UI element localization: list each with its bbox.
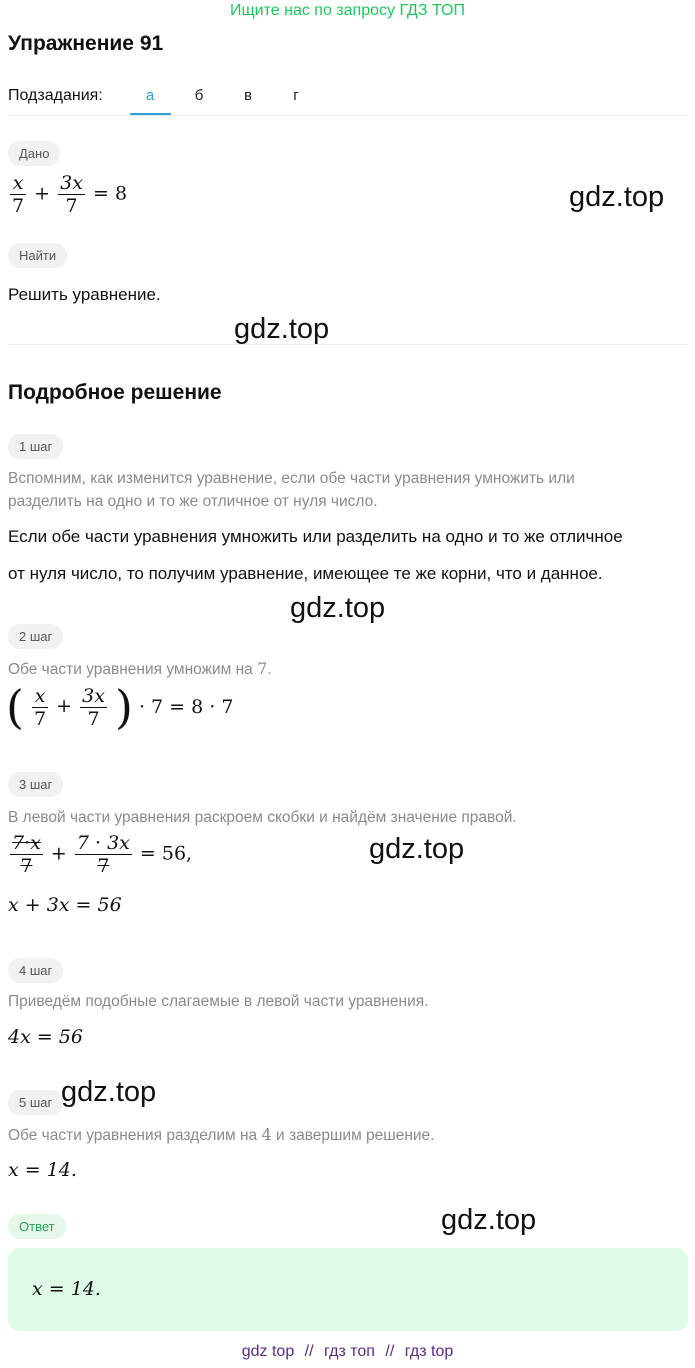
fraction: $\frac{7 \cdot 3x}{7}$	[76, 832, 130, 877]
fraction: $\frac{3x}{7}$	[82, 684, 105, 730]
step-2-equation: ( $\frac{x}{7}$ + $\frac{3x}{7}$ ) · 7 = 8 · 7	[6, 680, 234, 734]
find-chip	[8, 243, 67, 268]
given-chip-label: Дано	[8, 141, 60, 166]
watermark: gdz.top	[369, 833, 465, 865]
answer-chip-label: Ответ	[8, 1214, 66, 1239]
find-text: Решить уравнение.	[8, 285, 161, 304]
step-chip-label: 2 шаг	[8, 624, 63, 649]
tab-v[interactable]: в	[244, 87, 252, 104]
solution-heading: Подробное решение	[8, 381, 222, 404]
answer-chip	[8, 1214, 66, 1239]
step-chip-label: 5 шаг	[8, 1090, 63, 1115]
fraction: $\frac{x}{7}$	[34, 684, 47, 730]
step-1-line-2: от нуля число, то получим уравнение, имеющее те же корни, что и данное.	[8, 564, 603, 583]
answer-box	[8, 1248, 688, 1331]
find-chip-label: Найти	[8, 243, 67, 268]
step-3-hint: В левой части уравнения раскроем скобки и найдём значение правой.	[8, 809, 517, 826]
watermark: gdz.top	[290, 592, 386, 624]
tab-b[interactable]: б	[194, 87, 204, 104]
step-5-chip	[8, 1090, 63, 1115]
watermark: gdz.top	[61, 1076, 157, 1108]
step-3-chip	[8, 772, 63, 797]
step-chip-label: 4 шаг	[8, 958, 63, 983]
step-4-equation: 4x = 56	[8, 1026, 83, 1048]
step-4-hint: Приведём подобные слагаемые в левой части уравнения.	[8, 993, 429, 1010]
footer-links	[0, 1343, 695, 1361]
step-5-equation: x = 14.	[8, 1159, 77, 1181]
given-equation: $\frac{x}{7}$ + $\frac{3x}{7}$ = 8	[12, 172, 128, 217]
step-1-hint: Вспомним, как изменится уравнение, если обе части уравнения умножить или разделить на одно и то же отличное от нуля число.	[8, 470, 575, 510]
step-1-chip	[8, 434, 63, 459]
tab-g[interactable]: г	[293, 87, 299, 104]
step-4-chip	[8, 958, 63, 983]
answer-value: x = 14.	[32, 1278, 101, 1300]
watermark: gdz.top	[234, 313, 330, 345]
given-chip	[8, 141, 60, 166]
watermark: gdz.top	[441, 1204, 537, 1236]
footer-link-gdz-top-mixed[interactable]: гдз top	[404, 1343, 454, 1360]
divider	[8, 115, 688, 116]
promo-banner[interactable]: Ищите нас по запросу ГДЗ ТОП	[230, 2, 465, 19]
step-1-line-1: Если обе части уравнения умножить или разделить на одно и то же отличное	[8, 527, 623, 546]
footer-link-gdz-top-ru[interactable]: гдз топ	[324, 1343, 375, 1360]
tab-a[interactable]: а	[145, 87, 155, 104]
step-2-chip	[8, 624, 63, 649]
fraction: $\frac{3x}{7}$	[60, 172, 83, 217]
step-3-equation-1: $\frac{7\cdot x}{7}$ + $\frac{7 \cdot 3x}{7}$ = 56,	[12, 832, 193, 877]
fraction: $\frac{7\cdot x}{7}$	[12, 832, 41, 877]
watermark: gdz.top	[569, 181, 665, 213]
step-5-hint: Обе части уравнения разделим на 4 и завершим решение.	[8, 1125, 435, 1144]
footer-link-gdz-top[interactable]: gdz top	[241, 1343, 295, 1360]
step-3-equation-2: x + 3x = 56	[8, 894, 122, 916]
subtasks-label: Подзадания:	[8, 87, 103, 104]
step-chip-label: 3 шаг	[8, 772, 63, 797]
footer-separator: //	[304, 1343, 314, 1360]
footer-separator: //	[385, 1343, 395, 1360]
fraction: $\frac{x}{7}$	[12, 172, 25, 217]
divider	[8, 344, 688, 345]
step-chip-label: 1 шаг	[8, 434, 63, 459]
page-title: Упражнение 91	[8, 32, 164, 55]
step-2-hint: Обе части уравнения умножим на 7.	[8, 659, 272, 678]
